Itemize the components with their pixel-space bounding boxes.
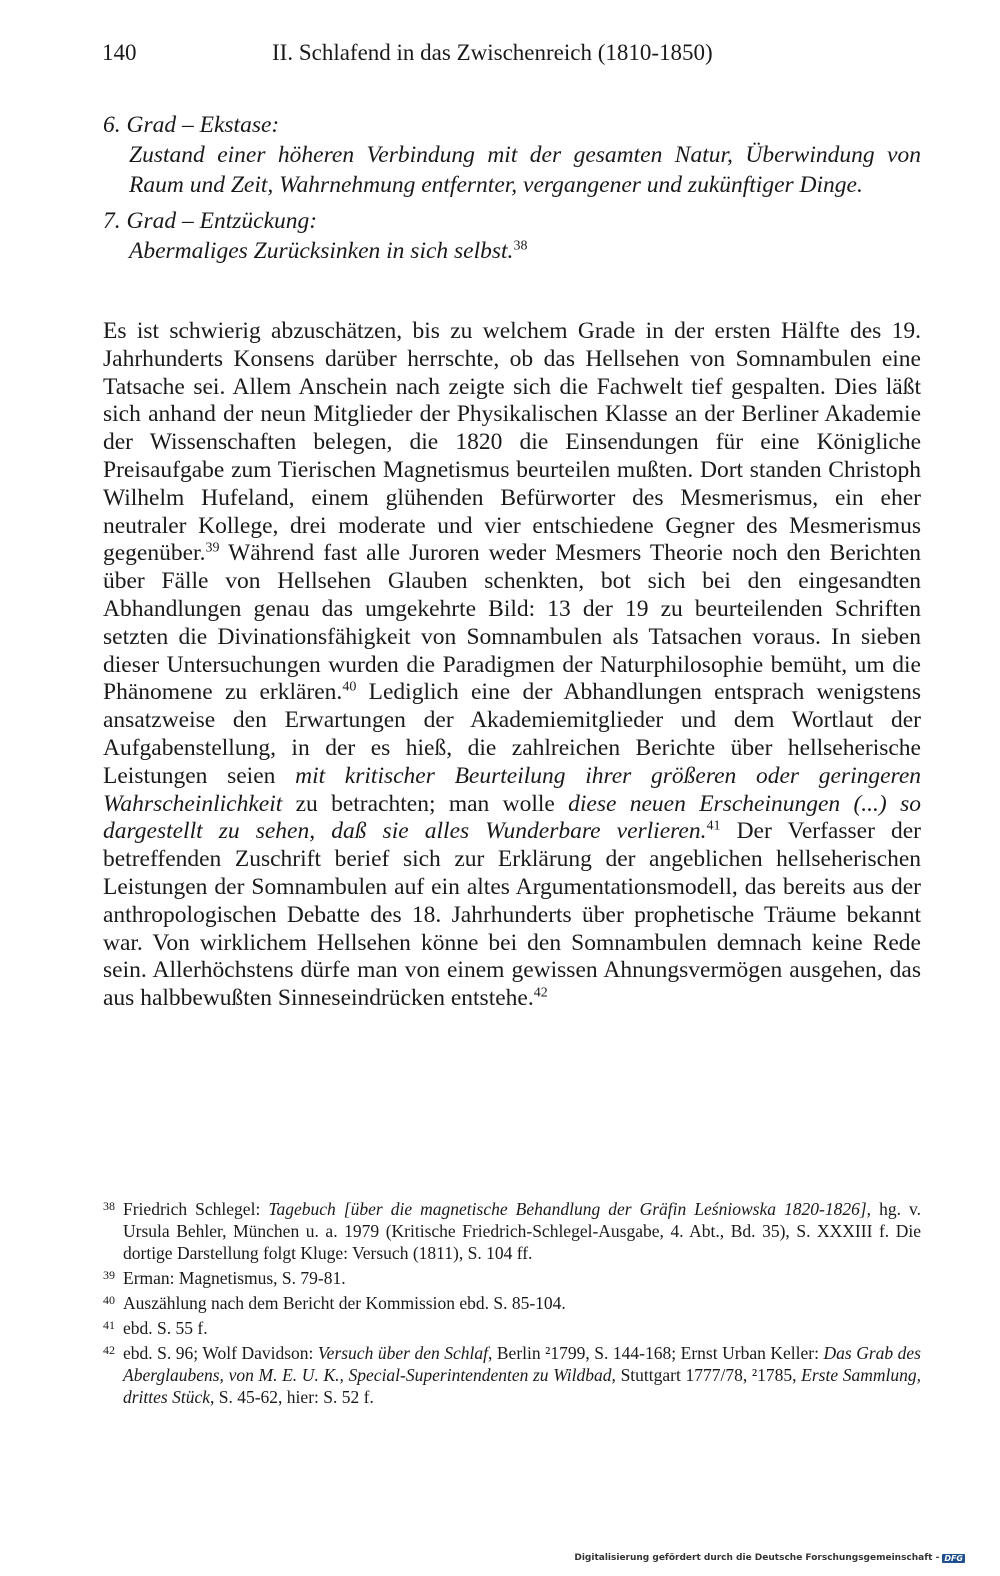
footnote-segment: , Stuttgart 1777/78, ²1785, — [611, 1365, 802, 1385]
footnote-segment: Friedrich Schlegel: — [123, 1199, 269, 1219]
grade-description: Zustand einer höheren Verbindung mit der gesamten Natur, Überwindung von Raum und Zeit, Wahrnehmung entfernter, vergangener und zukünftiger Dinge. — [129, 142, 921, 198]
footer-text: Digitalisierung gefördert durch die Deutsche Forschungsgemeinschaft - — [574, 1553, 940, 1563]
grade-item — [103, 206, 921, 266]
footnote-text: Auszählung nach dem Bericht der Kommission ebd. S. 85-104. — [123, 1293, 566, 1313]
footnote-ref[interactable]: 41 — [706, 818, 721, 834]
footnote-text — [123, 1342, 921, 1408]
body-text-segment: Es ist schwierig abzuschätzen, bis zu welchem Grade in der ersten Hälfte des 19. Jahrhunderts Konsens darüber herrschte, ob das Hellsehen von Somnambulen eine Tatsache sei. Allem Anschein nach zeigte sich die Fachwelt tief gespalten. Dies läßt sich anhand der neun Mitglieder der Physikalischen Klasse an der Berliner Akademie der Wissenschaften belegen, die 1820 die Einsendungen für eine Königliche Preisaufgabe zum Tierischen Magnetismus beurteilen mußten. Dort standen Christoph Wilhelm Hufeland, einem glühenden Befürworter des Mesmerismus, ein eher neutraler Kollege, drei moderate und vier entschiedene Gegner des Mesmerismus gegenüber. — [103, 318, 921, 567]
body-text-segment: Der Verfasser der betreffenden Zuschrift berief sich zur Erklärung der angeblichen hellseherischen Leistungen der Somnambulen auf ein altes Argumentationsmodell, das bereits aus der anthropologischen Debatte des 18. Jahrhunderts über prophetische Träume bekannt war. Von wirklichem Hellsehen könne bei den Somnambulen demnach keine Rede sein. Allerhöchstens dürfe man von einem gewissen Ahnungsvermögen ausgehen, das aus halbbewußten Sinneseindrücken entstehe. — [103, 818, 922, 1012]
digitization-footer — [574, 1553, 965, 1563]
grade-description — [103, 236, 921, 266]
footnotes — [103, 1198, 921, 1411]
quotation: mit kritischer Beurteilung ihrer größeren oder geringeren Wahrscheinlichkeit — [103, 762, 921, 817]
running-head: II. Schlafend in das Zwischenreich (1810-1850) — [272, 40, 713, 65]
footnote-title: Das Grab des Aberglaubens, von M. E. U. K., Special-Superintendenten zu Wildbad — [123, 1343, 921, 1385]
body-text-segment: zu betrachten; man wolle — [282, 790, 569, 817]
footnote-segment: , hg. v. Ursula Behler, München u. a. 1979 (Kritische Friedrich-Schlegel-Ausgabe, 4. Abt., Bd. 35), S. XXXIII f. Die dortige Darstellung folgt Kluge: Versuch (1811), S. 104 ff. — [123, 1199, 921, 1263]
quotation: diese neuen Erscheinungen (...) so dargestellt zu sehen, daß sie alles Wunderbare verlieren. — [103, 790, 921, 845]
footnote-ref[interactable]: 42 — [533, 985, 548, 1001]
footnote-text — [123, 1198, 921, 1264]
grade-list — [103, 110, 921, 272]
body-text-segment: Während fast alle Juroren weder Mesmers Theorie noch den Berichten über Fälle von Hellsehen Glauben schenkten, bot sich bei den eingesandten Abhandlungen genau das umgekehrte Bild: 13 der 19 zu beurteilenden Schriften setzten die Divinationsfähigkeit von Somnambulen als Tatsachen voraus. In sieben dieser Untersuchungen wurden die Paradigmen der Naturphilosophie bemüht, um die Phänomene zu erklären. — [103, 540, 921, 706]
footnote-segment: , Berlin ²1799, S. 144-168; Ernst Urban Keller: — [487, 1343, 824, 1363]
body-text-segment: Lediglich eine der Abhandlungen entsprach wenigstens ansatzweise den Erwartungen der Akademiemitglieder und dem Wortlaut der Aufgabenstellung, in der es hieß, die zahlreichen Berichte über hellseherische Leistungen seien — [103, 679, 921, 789]
grade-title: 6. Grad – Ekstase: — [103, 112, 280, 138]
grade-title: 7. Grad – Entzückung: — [103, 208, 318, 234]
footnote-title: Tagebuch [über die magnetische Behandlung der Gräfin Leśniowska 1820-1826] — [268, 1199, 867, 1219]
footnote — [103, 1198, 921, 1264]
footnote-number: 42 — [103, 1343, 115, 1357]
footnote-ref[interactable]: 40 — [342, 679, 357, 695]
grade-description-text: Abermaliges Zurücksinken in sich selbst. — [129, 238, 514, 264]
footnote-ref[interactable]: 38 — [513, 238, 528, 254]
footnote-text: Erman: Magnetismus, S. 79-81. — [123, 1268, 346, 1288]
footnote-ref[interactable]: 39 — [205, 540, 220, 556]
footnote — [103, 1317, 921, 1339]
footnote — [103, 1342, 921, 1408]
footnote-title: Erste Sammlung, drittes Stück — [123, 1365, 922, 1407]
dfg-logo: DFG — [944, 1553, 963, 1563]
footnote-number: 40 — [103, 1293, 115, 1307]
grade-item — [103, 110, 921, 200]
footnote-number: 41 — [103, 1318, 115, 1332]
footnote-title: Versuch über den Schlaf — [317, 1343, 488, 1363]
footnote-number: 39 — [103, 1268, 115, 1282]
footnote — [103, 1292, 921, 1314]
footnote-segment: , S. 45-62, hier: S. 52 f. — [210, 1387, 374, 1407]
page-number: 140 — [102, 40, 137, 65]
footnote — [103, 1267, 921, 1289]
footnote-segment: ebd. S. 96; Wolf Davidson: — [123, 1343, 318, 1363]
body-paragraph — [103, 318, 921, 1013]
footnote-text: ebd. S. 55 f. — [123, 1318, 208, 1338]
footnote-number: 38 — [103, 1199, 115, 1213]
